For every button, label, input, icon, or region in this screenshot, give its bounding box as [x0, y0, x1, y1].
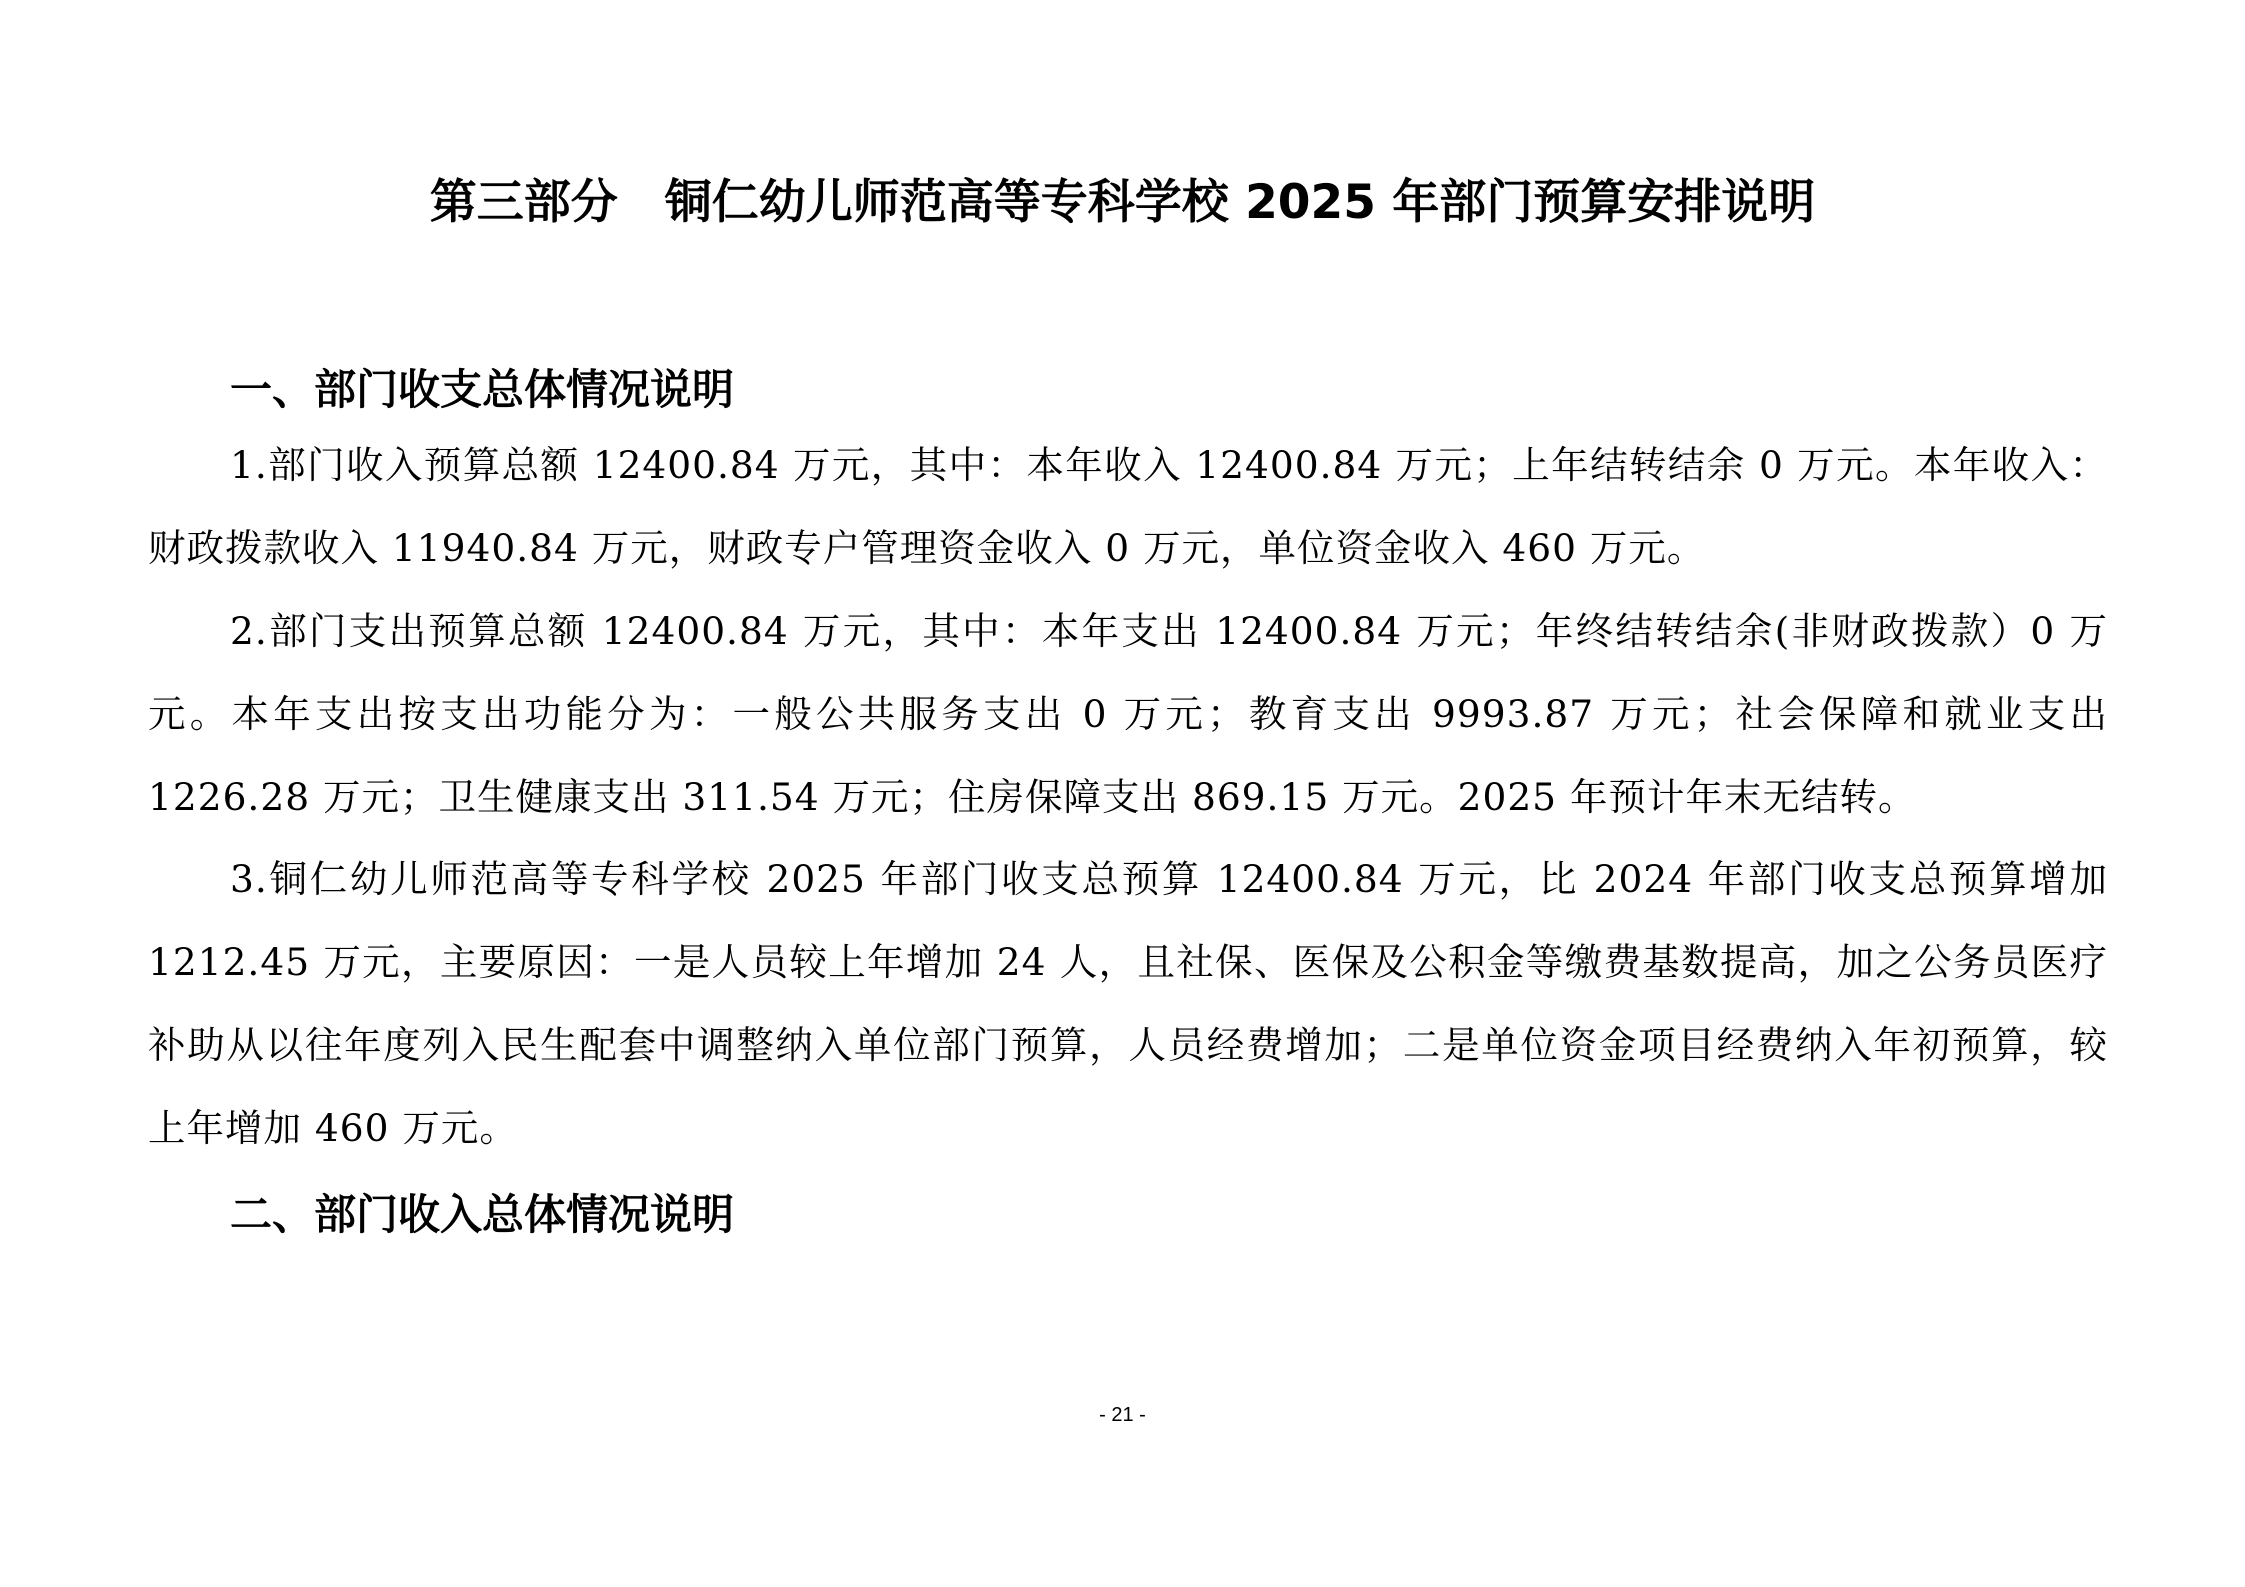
section-heading-income: 二、部门收入总体情况说明 — [230, 1190, 735, 1239]
section-heading-overview: 一、部门收支总体情况说明 — [230, 365, 735, 414]
paragraph-expenditure-budget: 2.部门支出预算总额 12400.84 万元，其中：本年支出 12400.84 万元；年终结转结余(非财政拨款）0 万元。本年支出按支出功能分为：一般公共服务支出 0 万元；教育支出 9993.87 万元；社会保障和就业支出 1226.28 万元；卫生健康支出 311.54 万元；住房保障支出 869.15 万元。2025 年预计年末无结转。 — [148, 609, 2108, 819]
paragraph-income-budget: 1.部门收入预算总额 12400.84 万元，其中：本年收入 12400.84 万元；上年结转结余 0 万元。本年收入：财政拨款收入 11940.84 万元，财政专户管理资金收入 0 万元，单位资金收入 460 万元。 — [148, 443, 2108, 570]
page-number: - 21 - — [1099, 1404, 1146, 1426]
document-title: 第三部分 铜仁幼儿师范高等专科学校 2025 年部门预算安排说明 — [429, 175, 1816, 230]
paragraph-budget-change: 3.铜仁幼儿师范高等专科学校 2025 年部门收支总预算 12400.84 万元，比 2024 年部门收支总预算增加 1212.45 万元，主要原因：一是人员较上年增加 24 人，且社保、医保及公积金等缴费基数提高，加之公务员医疗补助从以往年度列入民生配套中调整纳入单位部门预算，人员经费增加；二是单位资金项目经费纳入年初预算，较上年增加 460 万元。 — [148, 857, 2108, 1150]
